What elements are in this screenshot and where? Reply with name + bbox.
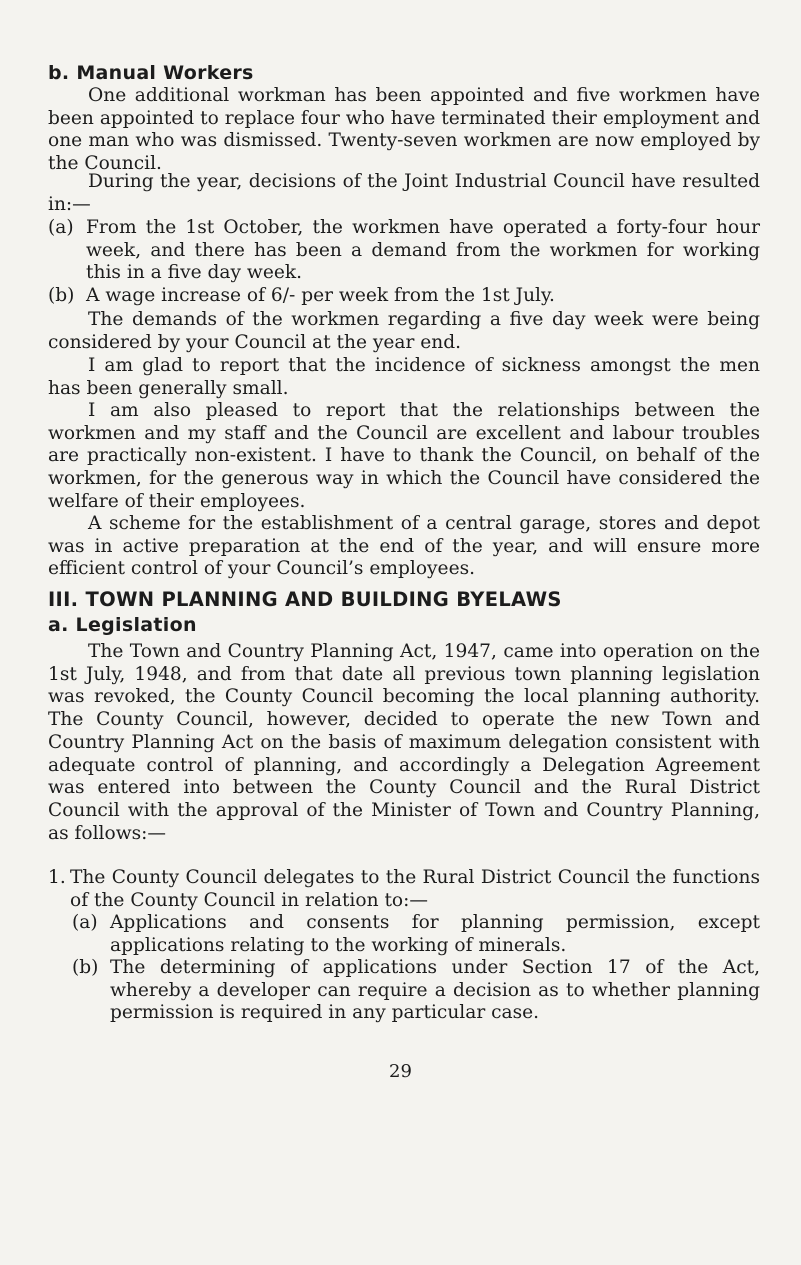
list-item-a-text: From the 1st October, the workmen have operated a forty-four hour week, and there has been a demand from the workmen for working this in a five day week. bbox=[86, 217, 760, 284]
section-iii-heading: III. TOWN PLANNING AND BUILDING BYELAWS bbox=[48, 588, 562, 611]
list-item-1b-text: The determining of applications under Section 17 of the Act, whereby a developer can require a decision as to whether planning permission is required in any particular case. bbox=[110, 957, 760, 1024]
section-b-paragraph-2: During the year, decisions of the Joint Industrial Council have resulted in:— bbox=[48, 171, 760, 215]
section-b-paragraph-4: I am glad to report that the incidence of sickness amongst the men has been generally small. bbox=[48, 355, 760, 399]
list-item-a-label: (a) bbox=[48, 217, 74, 238]
list-item-1-text: The County Council delegates to the Rural District Council the functions of the County Council in relation to:— bbox=[70, 867, 760, 911]
list-item-1 bbox=[48, 867, 760, 912]
section-iii-subheading: a. Legislation bbox=[48, 614, 197, 636]
section-b-paragraph-6: A scheme for the establishment of a central garage, stores and depot was in active preparation at the end of the year, and will ensure more efficient control of your Council’s employees. bbox=[48, 513, 760, 580]
section-b-paragraph-5: I am also pleased to report that the relationships between the workmen and my staff and the Council are excellent and labour troubles are practically non-existent. I have to thank the Council, on behalf of the workmen, for the generous way in which the Council have considered the welfare of their employees. bbox=[48, 400, 760, 512]
list-item-b-label: (b) bbox=[48, 285, 75, 306]
page-number: 29 bbox=[389, 1061, 412, 1082]
list-item-1a-text: Applications and consents for planning permission, except applications relating to the working of minerals. bbox=[110, 912, 760, 956]
list-item-1b-label: (b) bbox=[72, 957, 99, 978]
section-b-paragraph-1: One additional workman has been appointed and five workmen have been appointed to replace four who have terminated their employment and one man who was dismissed. Twenty-seven workmen are now employed by the Council. bbox=[48, 85, 760, 175]
section-iii-paragraph-1: The Town and Country Planning Act, 1947, came into operation on the 1st July, 1948, and from that date all previous town planning legislation was revoked, the County Council becoming the local planning authority. The County Council, however, decided to operate the new Town and Country Planning Act on the basis of maximum delegation consistent with adequate control of planning, and accordingly a Delegation Agreement was entered into between the County Council and the Rural District Council with the approval of the Minister of Town and Country Planning, as follows:— bbox=[48, 641, 760, 844]
list-item-1b bbox=[72, 957, 760, 1025]
list-item-b-text: A wage increase of 6/- per week from the 1st July. bbox=[86, 285, 555, 306]
list-item-1-label: 1. bbox=[48, 867, 66, 888]
list-item-b bbox=[48, 285, 760, 308]
list-item-1a bbox=[72, 912, 760, 957]
section-b-paragraph-3: The demands of the workmen regarding a five day week were being considered by your Council at the year end. bbox=[48, 309, 760, 353]
list-item-a bbox=[48, 217, 760, 285]
list-item-1a-label: (a) bbox=[72, 912, 98, 933]
section-b-heading: b. Manual Workers bbox=[48, 62, 254, 84]
